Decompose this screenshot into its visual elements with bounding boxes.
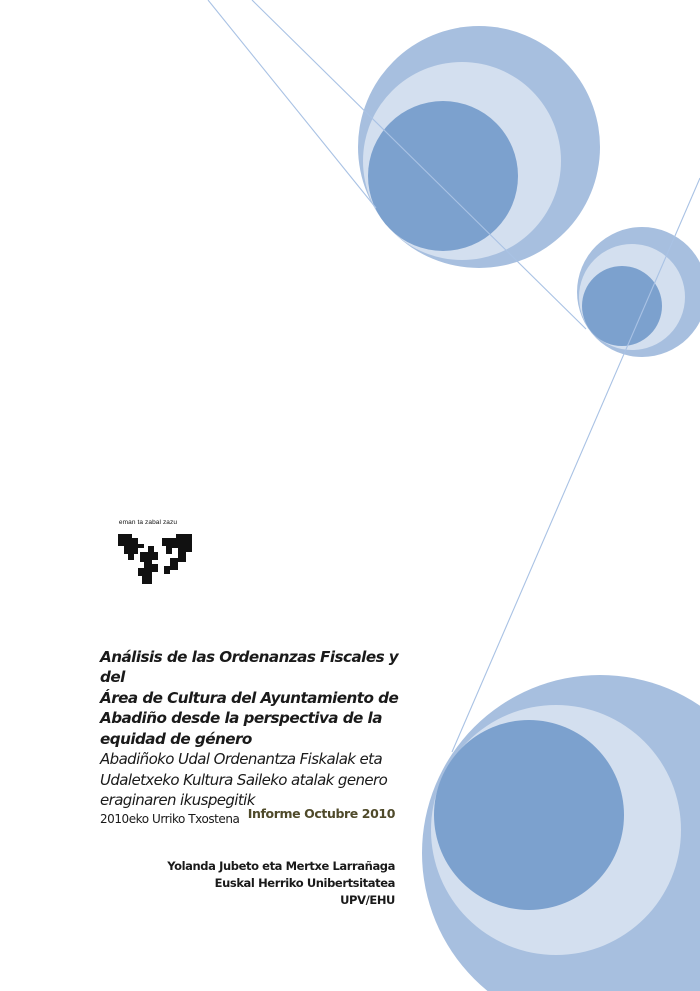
university-name: Euskal Herriko Unibertsitatea — [214, 876, 395, 890]
author-names: Yolanda Jubeto eta Mertxe Larrañaga — [167, 859, 395, 873]
title-line: Área de Cultura del Ayuntamiento de — [100, 688, 399, 707]
large-circle-group — [358, 26, 600, 268]
title-line: Análisis de las Ordenanzas Fiscales y del — [100, 648, 399, 687]
document-title-block — [100, 647, 400, 827]
subtitle-line: Abadiñoko Udal Ordenantza Fiskalak eta — [100, 750, 383, 769]
logo-motto: eman ta zabal zazu — [118, 519, 178, 526]
report-label: 2010eko Urriko Txostena — [100, 811, 240, 826]
authors-block — [167, 858, 395, 909]
title-line: Abadiño desde la perspectiva de la — [100, 709, 382, 728]
subtitle-line: eraginaren ikuspegitik — [100, 791, 255, 810]
title-line: equidad de género — [100, 729, 252, 748]
upv-ehu-logo-icon — [118, 532, 192, 584]
report-date: Informe Octubre 2010 — [247, 806, 395, 821]
university-acronym: UPV/EHU — [340, 893, 395, 907]
bottom-circle-group — [422, 675, 700, 991]
small-circle-group — [577, 227, 700, 357]
university-logo — [108, 519, 204, 584]
subtitle-line: Udaletxeko Kultura Saileko atalak genero — [100, 770, 388, 789]
